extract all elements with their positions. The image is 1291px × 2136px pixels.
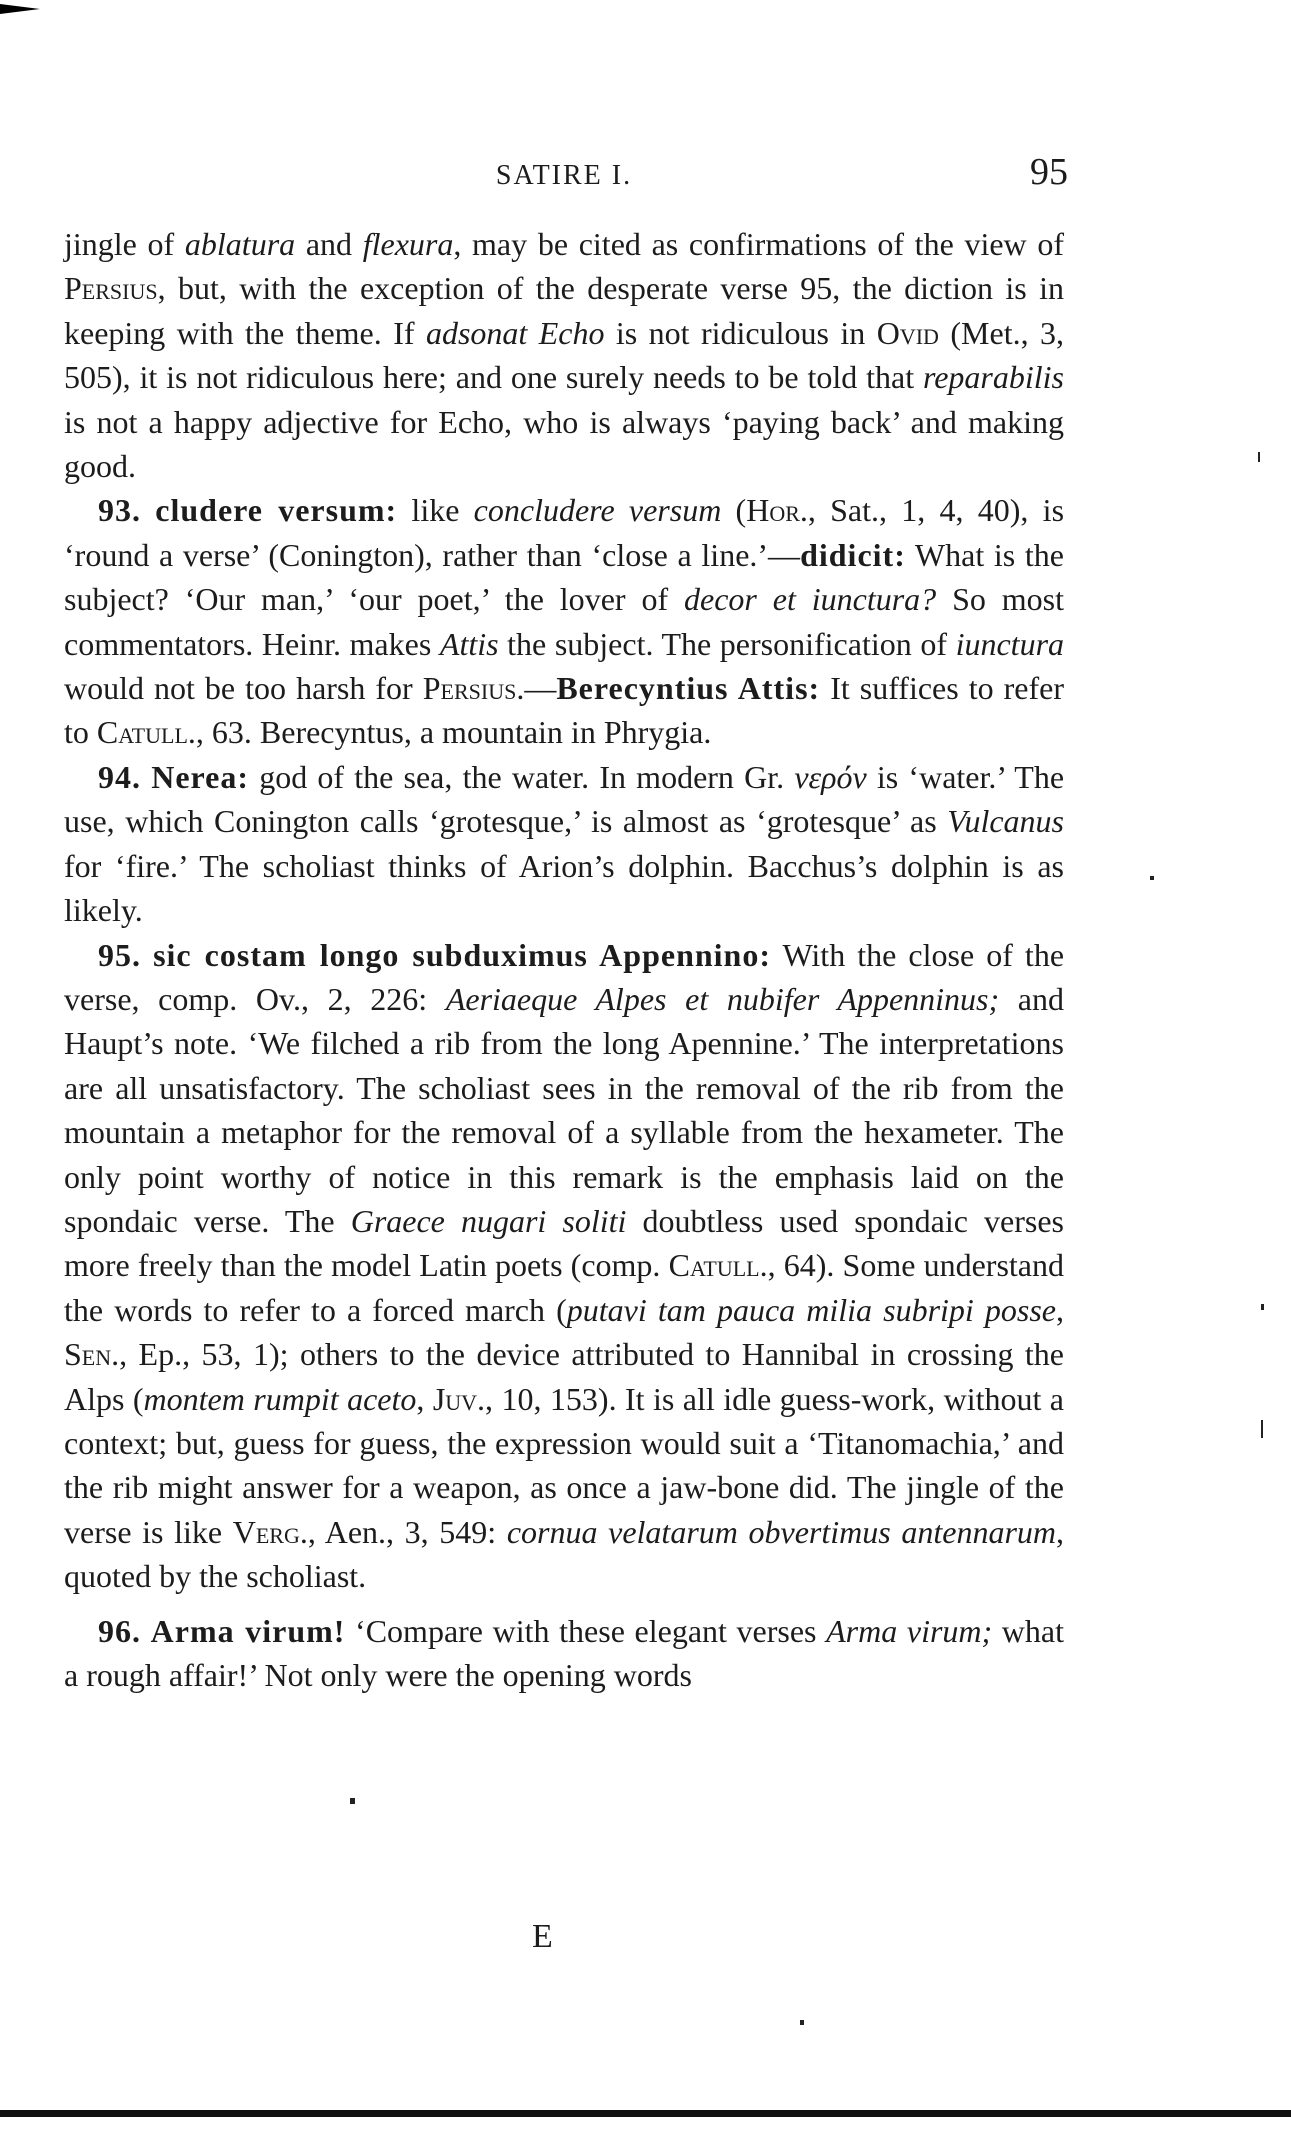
paragraph-continued (64, 222, 1064, 488)
scan-speck (1150, 876, 1154, 880)
latin-term: ablatura (184, 226, 296, 262)
latin-term: concludere versum (473, 492, 722, 529)
latin-term: cornua velatarum obvertimus antennarum (506, 1513, 1057, 1550)
note-96 (64, 1609, 1064, 1698)
latin-term: Arma virum; (826, 1612, 993, 1649)
author-name: Juv. (432, 1380, 486, 1417)
text-run: would not be too harsh for (64, 670, 423, 707)
note-94 (64, 755, 1064, 933)
latin-term: decor et iunctura? (684, 581, 937, 618)
running-title: SATIRE I. (495, 160, 633, 191)
text-run: is not ridiculous in (604, 314, 877, 351)
running-head (64, 150, 1068, 200)
text-run: god of the sea, the water. In modern Gr. (249, 758, 795, 795)
text-run: ‘Compare with these elegant verses (345, 1612, 827, 1649)
text-run: , (1056, 1291, 1065, 1328)
note-95 (64, 933, 1064, 1599)
text-run: the subject. The personification of (498, 625, 956, 662)
page-corner-mark (0, 4, 40, 14)
author-name: Persius (422, 670, 517, 707)
scan-speck (800, 2020, 804, 2025)
text-run: , Sat., 1, 4, 40), is ‘round a verse’ (Conington), rather than ‘close a line.’— (64, 492, 1065, 573)
latin-term: Vulcanus (947, 803, 1064, 840)
line-number: 94. (98, 758, 141, 795)
text-run: , 64). Some understand the words to refer to a forced march ( (64, 1247, 1065, 1328)
latin-term: adsonat Echo (425, 314, 605, 351)
text-run: and Haupt’s note. ‘We filched a rib from the long Apennine.’ The interpretations are all unsatisfactory. The scholiast sees in the removal of the rib from the mountain a metaphor for the removal of a syllable from the hexameter. The only point worthy of notice in this remark is the emphasis laid on the spondaic verse. The (64, 980, 1065, 1239)
text-run: for ‘fire.’ The scholiast thinks of Arion’s dolphin. Bacchus’s dolphin is as likely. (64, 847, 1064, 929)
lemma: sic costam longo subduximus Appennino: (153, 936, 772, 973)
text-run: doubtless used spondaic verses more freely than the model Latin poets (comp. (64, 1202, 1065, 1284)
greek-term: νερόν (794, 758, 867, 795)
latin-term: Graece nugari soliti (350, 1202, 627, 1239)
latin-term: montem rumpit aceto (143, 1380, 417, 1417)
text-run: , Aen., 3, 549: (307, 1513, 507, 1550)
text-run: what a rough affair!’ Not only were the opening words (64, 1612, 1064, 1693)
author-name: Ovid (876, 314, 939, 351)
latin-term: putavi tam pauca milia subripi posse (566, 1291, 1057, 1328)
text-run: , quoted by the scholiast. (64, 1513, 1065, 1595)
lemma: Arma virum! (150, 1612, 346, 1649)
page-number: 95 (1030, 151, 1068, 193)
scan-speck (1258, 452, 1260, 462)
text-run: jingle of (64, 226, 185, 262)
bottom-edge-rule (0, 2110, 1291, 2117)
line-number: 93. (98, 492, 141, 529)
text-run: , 63. Berecyntus, a mountain in Phrygia. (195, 714, 712, 751)
text-run: With the close of the verse, comp. Ov., 2, 226: (64, 936, 1065, 1017)
text-run: , (416, 1380, 433, 1417)
note-93 (64, 488, 1064, 754)
line-number: 96. (98, 1612, 141, 1649)
text-run: is ‘water.’ The use, which Conington calls ‘grotesque,’ is almost as ‘grotesque’ as (64, 758, 1065, 840)
signature-mark: E (532, 1918, 553, 1955)
scan-speck (1261, 1420, 1263, 1438)
text-run: , Ep., 53, 1); others to the device attributed to Hannibal in crossing the Alps ( (64, 1336, 1064, 1417)
author-name: Persius (64, 270, 158, 307)
author-name: Sen. (64, 1336, 120, 1373)
text-run: like (397, 492, 474, 529)
latin-term: reparabilis (922, 359, 1064, 396)
lemma: Berecyntius Attis: (556, 670, 821, 707)
author-name: Verg. (232, 1513, 308, 1550)
text-run: (Met., 3, 505), it is not ridiculous here; and one surely needs to be told that (64, 314, 1065, 396)
author-name: Catull. (668, 1247, 768, 1284)
text-run: , may be cited as confirmations of the view of (453, 226, 1065, 262)
latin-term: iunctura (955, 625, 1065, 662)
latin-term: Attis (439, 625, 499, 662)
lemma: Nerea: (151, 758, 249, 795)
text-run: ( (721, 492, 747, 529)
author-name: Hor. (746, 492, 808, 529)
commentary-text (64, 222, 1064, 1697)
text-run: .— (516, 670, 557, 707)
text-run: , 10, 153). It is all idle guess-work, without a context; but, guess for guess, the expression would suit a ‘Titanomachia,’ and the rib might answer for a weapon, as once a jaw-bone did. The jingle of the verse is like (64, 1380, 1065, 1550)
scan-speck (1261, 1304, 1264, 1310)
text-run: So most commentators. Heinr. makes (64, 581, 1065, 662)
text-run: and (295, 226, 363, 262)
text-run: , but, with the exception of the desperate verse 95, the diction is in keeping with the theme. If (64, 270, 1064, 351)
line-number: 95. (98, 936, 141, 973)
lemma: cludere versum: (155, 492, 398, 529)
text-run: is not a happy adjective for Echo, who is always ‘paying back’ and making good. (64, 403, 1064, 485)
lemma: didicit: (800, 536, 906, 573)
author-name: Catull. (96, 714, 196, 751)
text-run: What is the subject? ‘Our man,’ ‘our poet,’ the lover of (64, 536, 1065, 618)
text-run: It suffices to refer to (64, 670, 1065, 751)
latin-term: flexura (362, 226, 454, 262)
scan-speck (350, 1798, 355, 1804)
latin-term: Aeriaeque Alpes et nubifer Appenninus; (445, 980, 1000, 1017)
